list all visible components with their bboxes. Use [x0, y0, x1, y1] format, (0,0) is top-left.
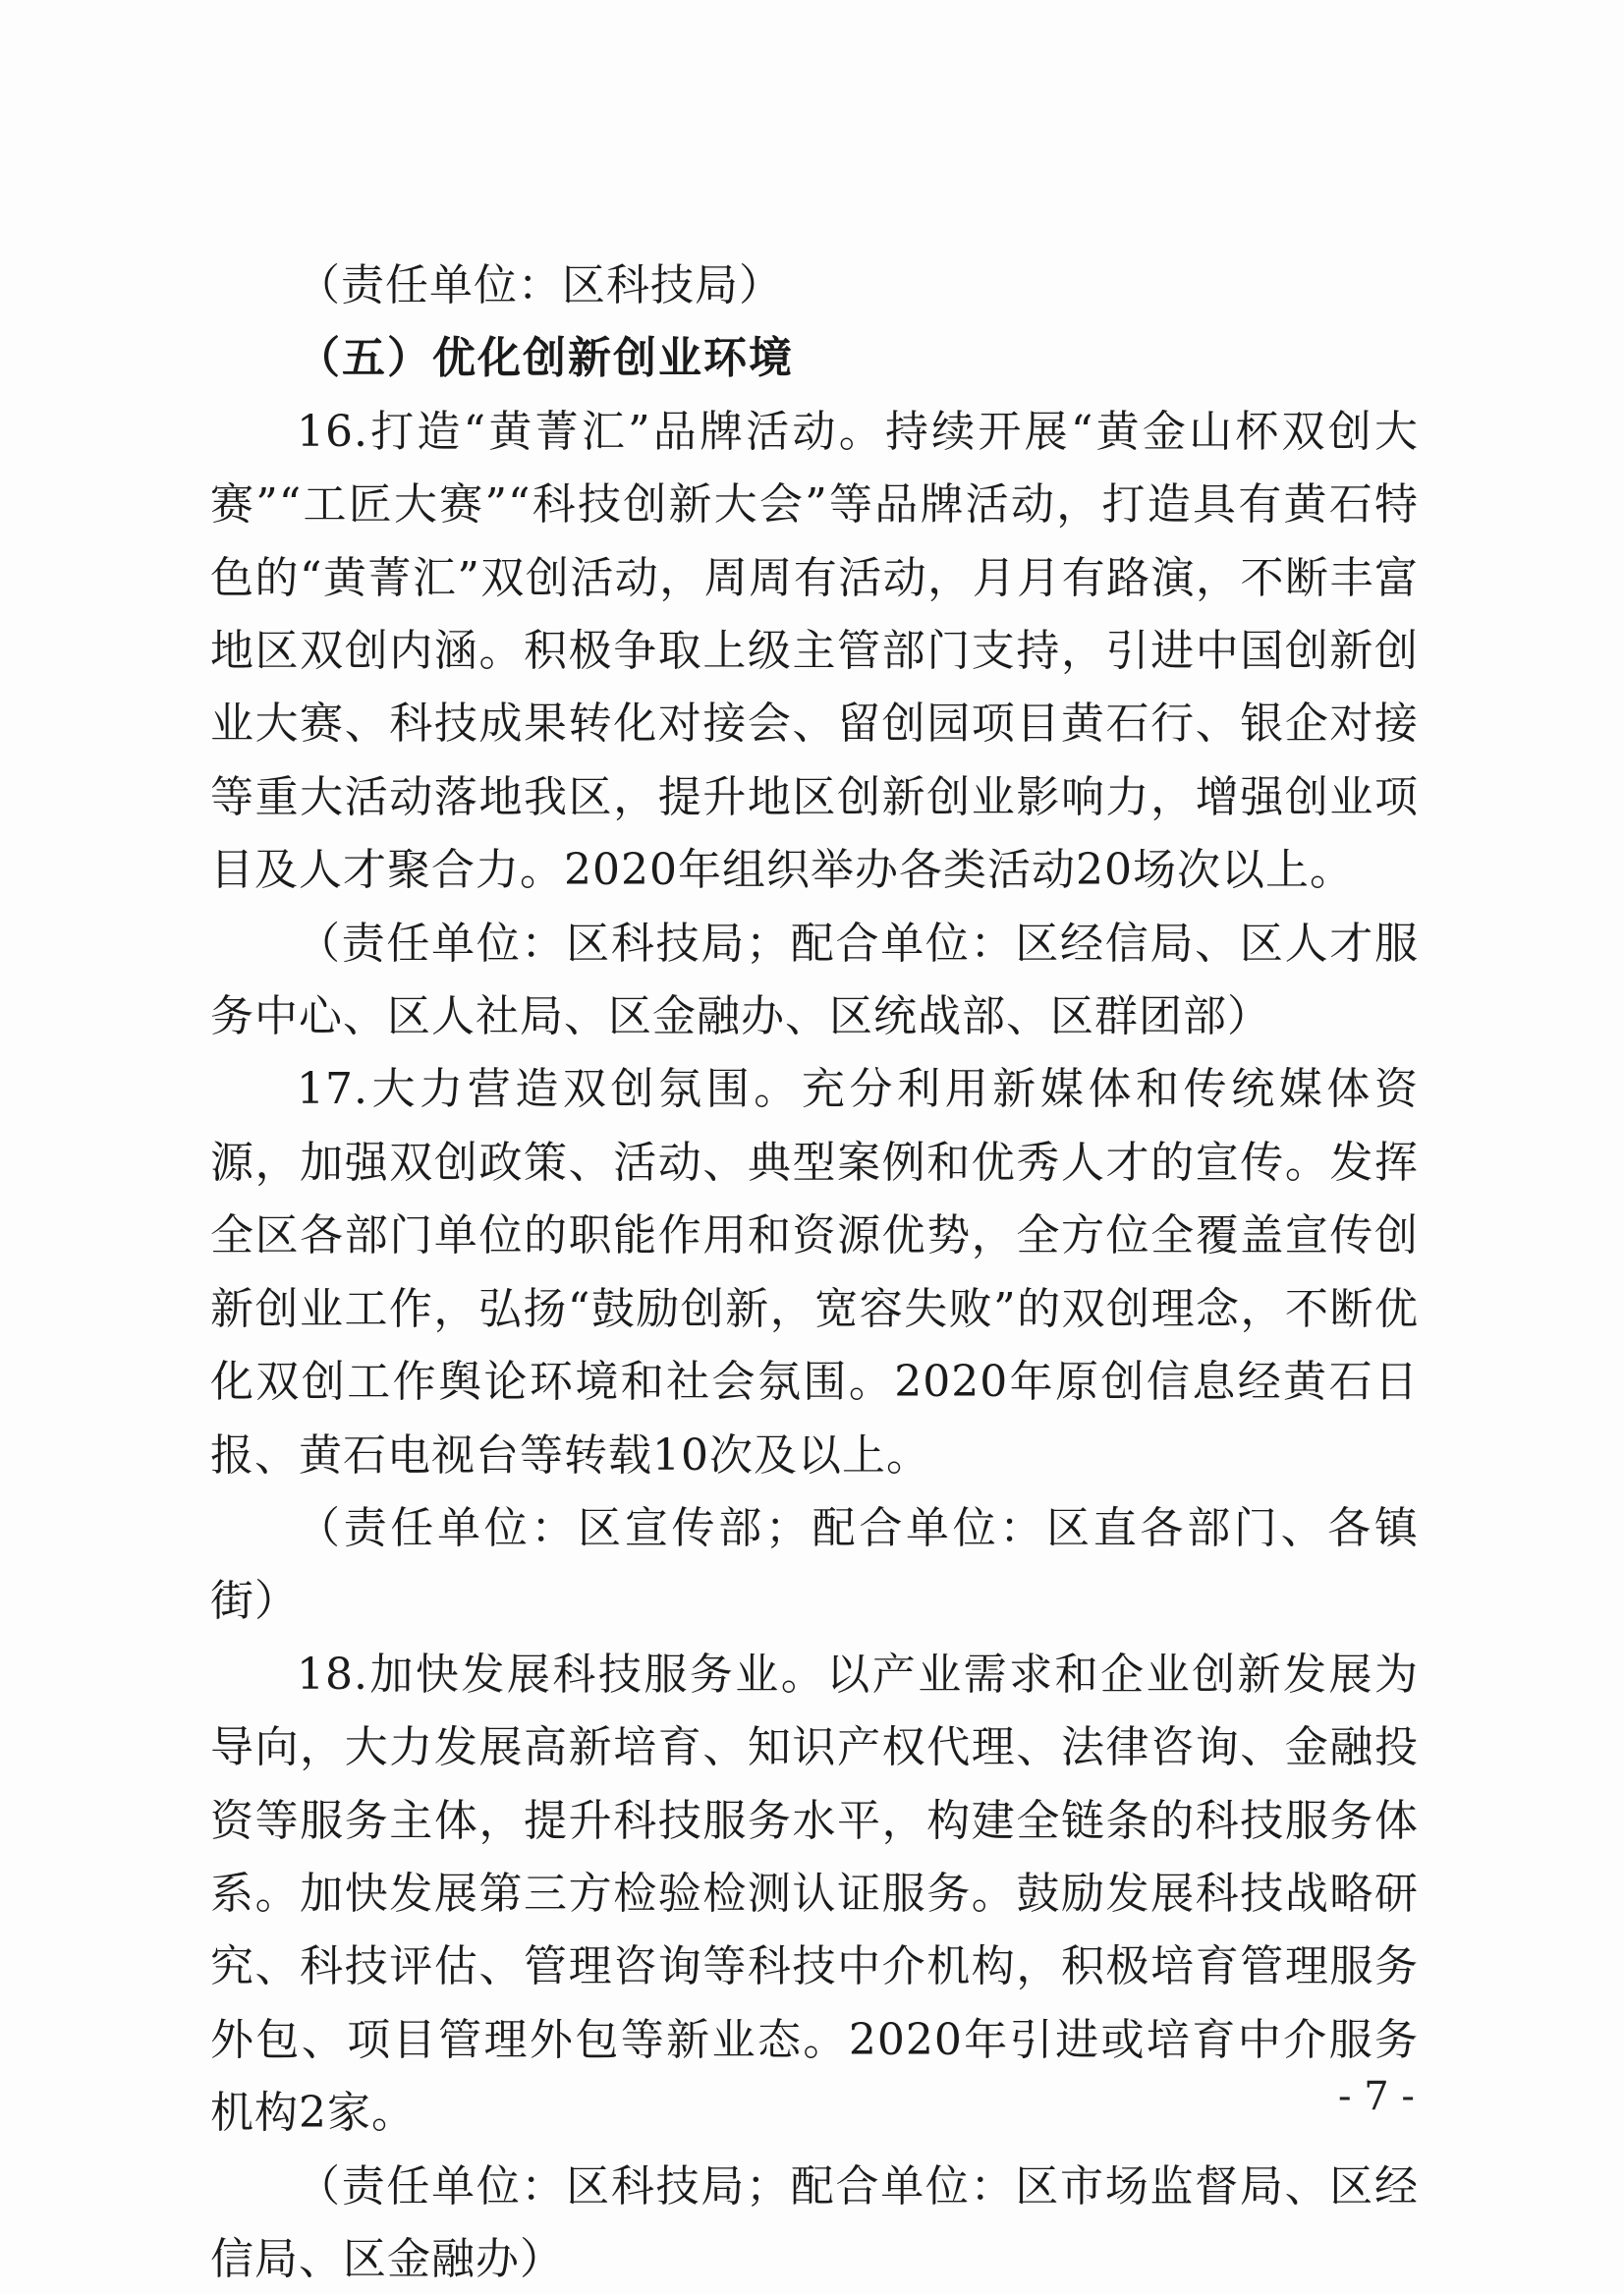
body-paragraph: 18.加快发展科技服务业。以产业需求和企业创新发展为导向，大力发展高新培育、知识产权代理、法律咨询、金融投资等服务主体，提升科技服务水平，构建全链条的科技服务体系。加快发展第三方检验检测认证服务。鼓励发展科技战略研究、科技评估、管理咨询等科技中介机构，积极培育管理服务外包、项目管理外包等新业态。2020年引进或培育中介服务机构2家。 [210, 1649, 1419, 2139]
responsibility-note: （责任单位：区科技局） [297, 260, 783, 310]
body-paragraph: 17.大力营造双创氛围。充分利用新媒体和传统媒体资源，加强双创政策、活动、典型案例和优秀人才的宣传。发挥全区各部门单位的职能作用和资源优势，全方位全覆盖宣传创新创业工作，弘扬“鼓励创新，宽容失败”的双创理念，不断优化双创工作舆论环境和社会氛围。2020年原创信息经黄石日报、黄石电视台等转载10次及以上。 [210, 1064, 1419, 1481]
responsibility-note: （责任单位：区科技局；配合单位：区经信局、区人才服务中心、区人社局、区金融办、区统战部、区群团部） [210, 918, 1419, 1042]
body-paragraph: 16.打造“黄菁汇”品牌活动。持续开展“黄金山杯双创大赛”“工匠大赛”“科技创新大会”等品牌活动，打造具有黄石特色的“黄菁汇”双创活动，周周有活动，月月有路演，不断丰富地区双创内涵。积极争取上级主管部门支持，引进中国创新创业大赛、科技成果转化对接会、留创园项目黄石行、银企对接等重大活动落地我区，提升地区创新创业影响力，增强创业项目及人才聚合力。2020年组织举办各类活动20场次以上。 [210, 406, 1419, 896]
page-number: - 7 - [1338, 2074, 1415, 2119]
responsibility-note: （责任单位：区宣传部；配合单位：区直各部门、各镇街） [210, 1502, 1419, 1627]
section-heading: （五）优化创新创业环境 [297, 333, 794, 384]
responsibility-note: （责任单位：区科技局；配合单位：区市场监督局、区经信局、区金融办） [210, 2160, 1419, 2284]
page-body [210, 250, 1419, 2296]
